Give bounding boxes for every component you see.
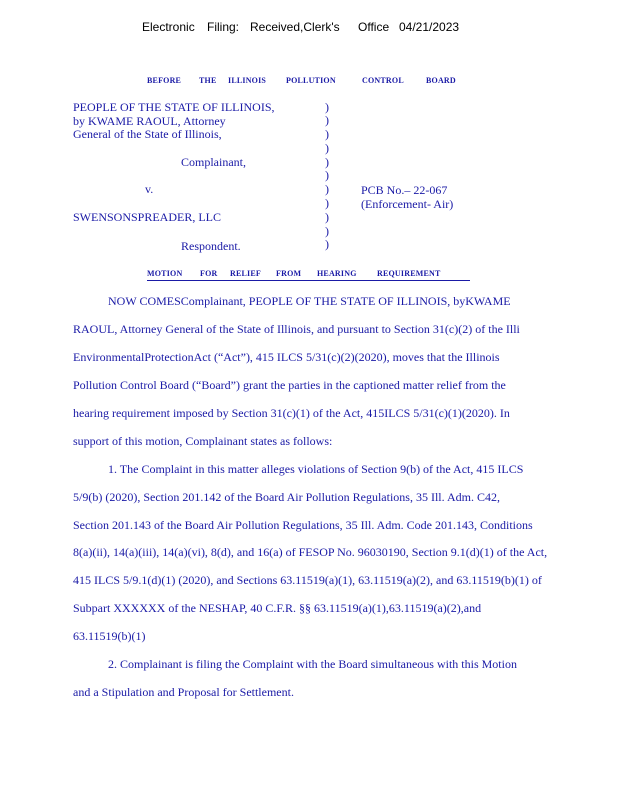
motion-title-word: FOR: [200, 269, 218, 278]
body-line: NOW COMESComplainant, PEOPLE OF THE STATE OF ILLINOIS, byKWAME: [108, 294, 511, 308]
board-title-word: POLLUTION: [286, 76, 336, 85]
body-line: support of this motion, Complainant states as follows:: [73, 434, 333, 448]
body-line: 2. Complainant is filing the Complaint with the Board simultaneous with this Motion: [108, 657, 517, 671]
motion-title-word: FROM: [276, 269, 302, 278]
motion-title-word: RELIEF: [230, 269, 261, 278]
body-line: Pollution Control Board (“Board”) grant the parties in the captioned matter relief from the: [73, 378, 506, 392]
plaintiff-line: PEOPLE OF THE STATE OF ILLINOIS,: [73, 100, 275, 114]
motion-title-word: HEARING: [317, 269, 357, 278]
caption-paren: ): [325, 100, 329, 114]
caption-paren: ): [325, 182, 329, 196]
body-line: 415 ILCS 5/9.1(d)(1) (2020), and Sections 63.11519(a)(1), 63.11519(a)(2), and 63.11519(b)(1) of: [73, 573, 542, 587]
caption-paren: ): [325, 155, 329, 169]
complainant-label: Complainant,: [181, 155, 246, 169]
body-line: EnvironmentalProtectionAct (“Act”), 415 ILCS 5/31(c)(2)(2020), moves that the Illinois: [73, 350, 500, 364]
header-filing: Filing:: [207, 20, 240, 34]
case-type: (Enforcement- Air): [361, 197, 454, 211]
motion-title-word: REQUIREMENT: [377, 269, 441, 278]
caption-paren: ): [325, 141, 329, 155]
plaintiff-line: General of the State of Illinois,: [73, 127, 222, 141]
motion-title-word: MOTION: [147, 269, 183, 278]
header-office: Office: [358, 20, 390, 34]
caption-paren: ): [325, 168, 329, 182]
board-title-word: CONTROL: [362, 76, 404, 85]
respondent-label: Respondent.: [181, 239, 241, 253]
board-title-word: THE: [199, 76, 217, 85]
body-line: 1. The Complaint in this matter alleges violations of Section 9(b) of the Act, 415 ILCS: [108, 462, 524, 476]
body-line: 8(a)(ii), 14(a)(iii), 14(a)(vi), 8(d), and 16(a) of FESOP No. 96030190, Section 9.1(d)(1) of the Act,: [73, 545, 548, 559]
board-title-word: BEFORE: [147, 76, 182, 85]
body-line: and a Stipulation and Proposal for Settlement.: [73, 685, 294, 699]
header-received: Received,Clerk's: [250, 20, 340, 34]
defendant-name: SWENSONSPREADER, LLC: [73, 210, 222, 224]
body-line: 5/9(b) (2020), Section 201.142 of the Board Air Pollution Regulations, 35 Ill. Adm. C42,: [73, 490, 500, 504]
caption-paren: ): [325, 127, 329, 141]
body-line: 63.11519(b)(1): [73, 629, 146, 643]
header-date: 04/21/2023: [399, 20, 460, 34]
caption-paren: ): [325, 196, 329, 210]
body-line: hearing requirement imposed by Section 31(c)(1) of the Act, 415ILCS 5/31(c)(1)(2020). In: [73, 406, 510, 420]
versus-label: v.: [145, 182, 154, 196]
caption-paren: ): [325, 210, 329, 224]
caption-paren: ): [325, 113, 329, 127]
plaintiff-line: by KWAME RAOUL, Attorney: [73, 114, 226, 128]
caption-paren: ): [325, 224, 329, 238]
body-line: Subpart XXXXXX of the NESHAP, 40 C.F.R. §§ 63.11519(a)(1),63.11519(a)(2),and: [73, 601, 482, 615]
board-title-word: ILLINOIS: [228, 76, 267, 85]
motion-title-underline: [147, 280, 470, 281]
case-number: PCB No.– 22-067: [361, 183, 448, 197]
caption-paren: ): [325, 237, 329, 251]
header-electronic: Electronic: [142, 20, 195, 34]
body-line: RAOUL, Attorney General of the State of Illinois, and pursuant to Section 31(c)(2) of the Illi: [73, 322, 520, 336]
body-line: Section 201.143 of the Board Air Pollution Regulations, 35 Ill. Adm. Code 201.143, Conditions: [73, 518, 533, 532]
board-title-word: BOARD: [426, 76, 456, 85]
